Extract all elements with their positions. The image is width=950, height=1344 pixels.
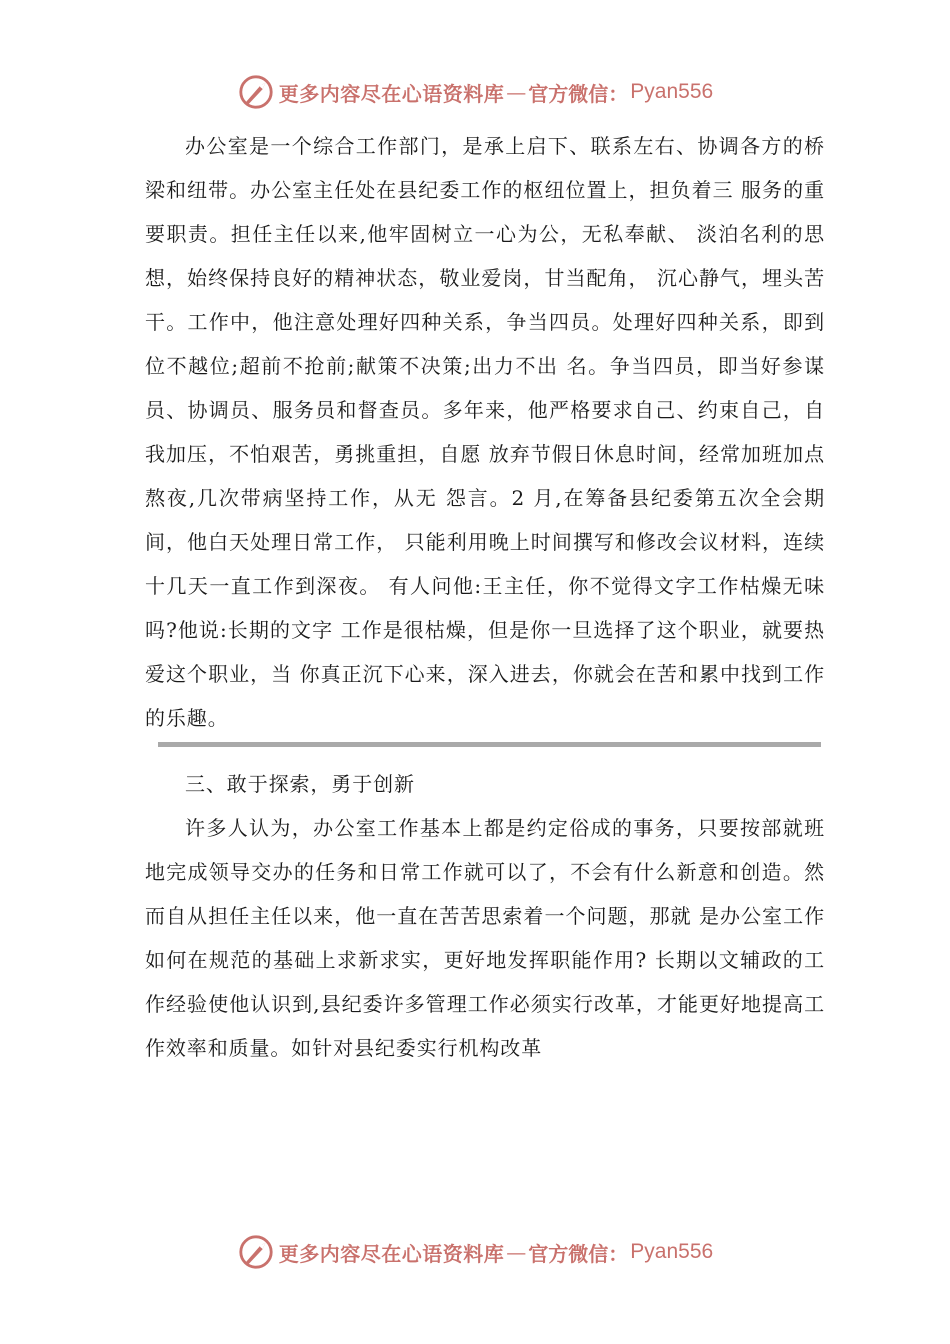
banner-site-text: 更多内容尽在心语资料库 [278,81,505,106]
section-1 [145,124,825,740]
banner-wechat-id: Pyan556 [630,80,714,103]
banner-separator: — [506,80,527,104]
footer-banner [0,1230,950,1274]
banner-site-text: 更多内容尽在心语资料库 [278,1241,505,1266]
body-paragraph-1: 办公室是一个综合工作部门，是承上启下、联系左右、协调各方的桥梁和纽带。办公室主任处在县纪委工作的枢纽位置上，担负着三 服务的重要职责。担任主任以来,他牢固树立一心为公，无私奉献、 淡泊名利的思想，始终保持良好的精神状态，敬业爱岗，甘当配角， 沉心静气，埋头苦干。工作中，他注意处理好四种关系，争当四员。处理好四种关系，即到位不越位;超前不抢前;献策不决策;出力不出 名。争当四员，即当好参谋员、协调员、服务员和督查员。多年来，他严格要求自己、约束自己，自我加压，不怕艰苦，勇挑重担，自愿 放弃节假日休息时间，经常加班加点熬夜,几次带病坚持工作，从无 怨言。2 月,在筹备县纪委第五次全会期间，他白天处理日常工作， 只能利用晚上时间撰写和修改会议材料，连续十几天一直工作到深夜。 有人问他:王主任，你不觉得文字工作枯燥无味吗?他说:长期的文字 工作是很枯燥，但是你一旦选择了这个职业，就要热爱这个职业，当 你真正沉下心来，深入进去，你就会在苦和累中找到工作的乐趣。 [145,134,825,730]
banner-wechat-label: 官方微信： [528,1241,629,1266]
section-divider [158,742,821,747]
banner-wechat-id: Pyan556 [630,1240,714,1263]
body-paragraph-2: 许多人认为，办公室工作基本上都是约定俗成的事务，只要按部就班地完成领导交办的任务和日常工作就可以了，不会有什么新意和创造。然而自从担任主任以来，他一直在苦苦思索着一个问题，那就 是办公室工作如何在规范的基础上求新求实，更好地发挥职能作用? 长期以文辅政的工作经验使他认识到,县纪委许多管理工作必须实行改革，才能更好地提高工作效率和质量。如针对县纪委实行机构改革 [145,816,825,1060]
banner-separator: — [506,1240,527,1264]
header-banner [0,70,950,114]
pen-nib-logo-icon [237,73,275,111]
banner-wechat-label: 官方微信： [528,81,629,106]
section-2 [145,762,825,1070]
pen-nib-logo-icon [237,1233,275,1271]
section-heading: 三、敢于探索，勇于创新 [185,772,415,796]
